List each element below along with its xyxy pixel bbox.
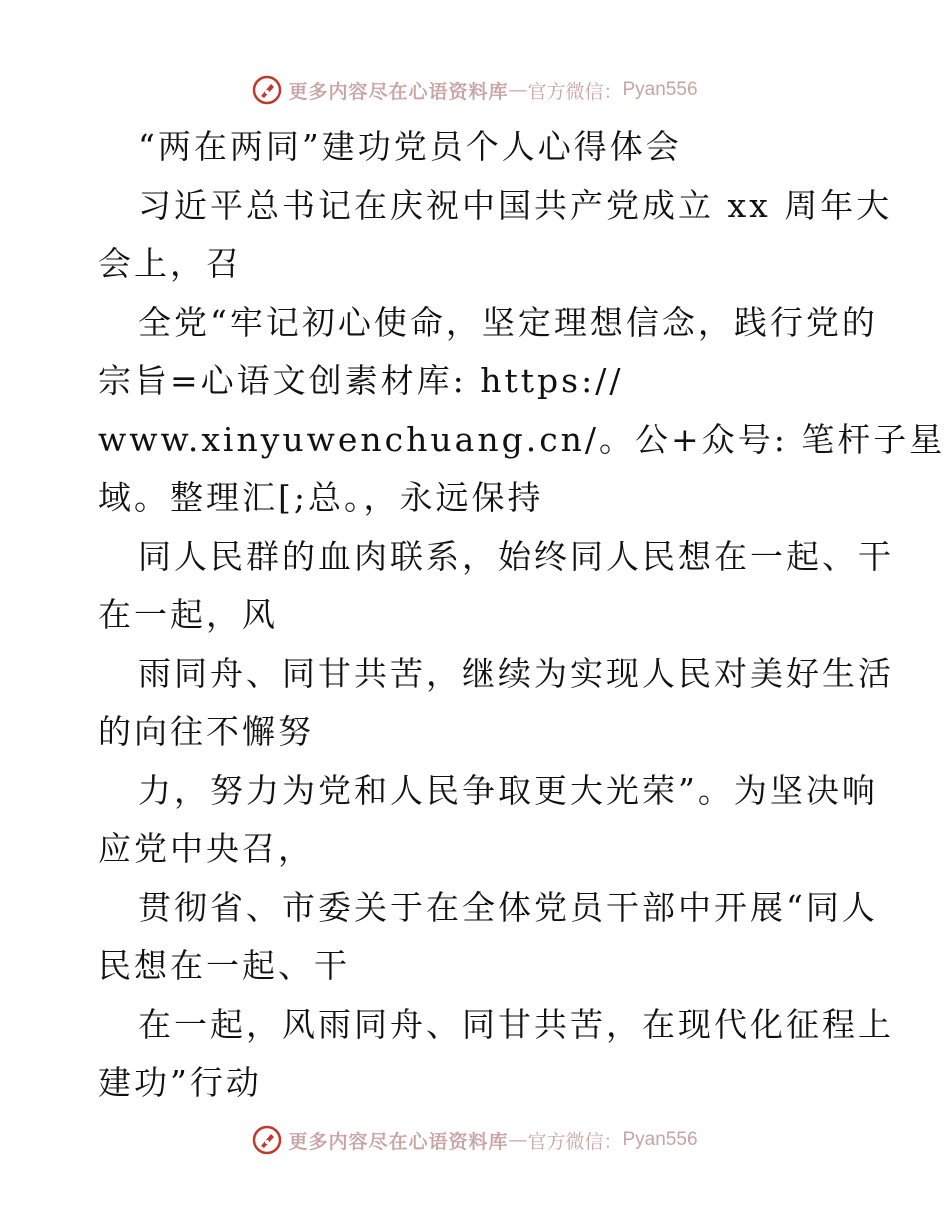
paragraph-line: 域。整理汇[;总。，永远保持 [98,478,544,517]
paragraph-line: www.xinyuwenchuang.cn/。公+众号: 笔杆子星 [98,419,946,459]
paragraph-line: 应党中央召， [98,829,314,868]
footer-banner [0,1120,950,1160]
paragraph-line: 同人民群的血肉联系，始终同人民想在一起、干 [138,536,894,576]
paragraph-line: 全党“牢记初心使命，坚定理想信念，践行党的 [138,302,878,342]
banner-wechat-label: 官方微信： [527,1130,623,1153]
paragraph-line: 建功”行动 [98,1063,262,1102]
banner-main-text: 更多内容尽在心语资料库 [288,80,509,103]
paragraph-line: 雨同舟、同甘共苦，继续为实现人民对美好生活 [138,653,894,693]
document-title: “两在两同”建功党员个人心得体会 [138,127,682,166]
paragraph-line: 会上，召 [98,244,242,283]
banner-main-text: 更多内容尽在心语资料库 [288,1130,509,1153]
banner-wechat-id: Pyan556 [622,1129,698,1150]
paragraph-line: 的向往不懈努 [98,712,314,751]
paragraph-line: 在一起，风雨同舟、同甘共苦，在现代化征程上 [138,1004,894,1044]
header-banner [0,70,950,110]
paragraph-line: 贯彻省、市委关于在全体党员干部中开展“同人 [138,887,878,927]
pen-nib-seal-icon [252,1125,282,1155]
pen-nib-seal-icon [252,75,282,105]
banner-wechat-label: 官方微信： [527,80,623,103]
paragraph-line: 民想在一起、干 [98,946,350,985]
banner-separator: — [508,79,528,101]
paragraph-line: 在一起，风 [98,595,278,634]
paragraph-line: 力，努力为党和人民争取更大光荣”。为坚决响 [138,770,878,810]
banner-wechat-id: Pyan556 [622,79,698,100]
banner-separator: — [508,1129,528,1151]
paragraph-line: 宗旨=心语文创素材库: https:// [98,361,624,400]
document-body [98,118,946,1113]
paragraph-line: 习近平总书记在庆祝中国共产党成立 xx 周年大 [138,185,893,225]
